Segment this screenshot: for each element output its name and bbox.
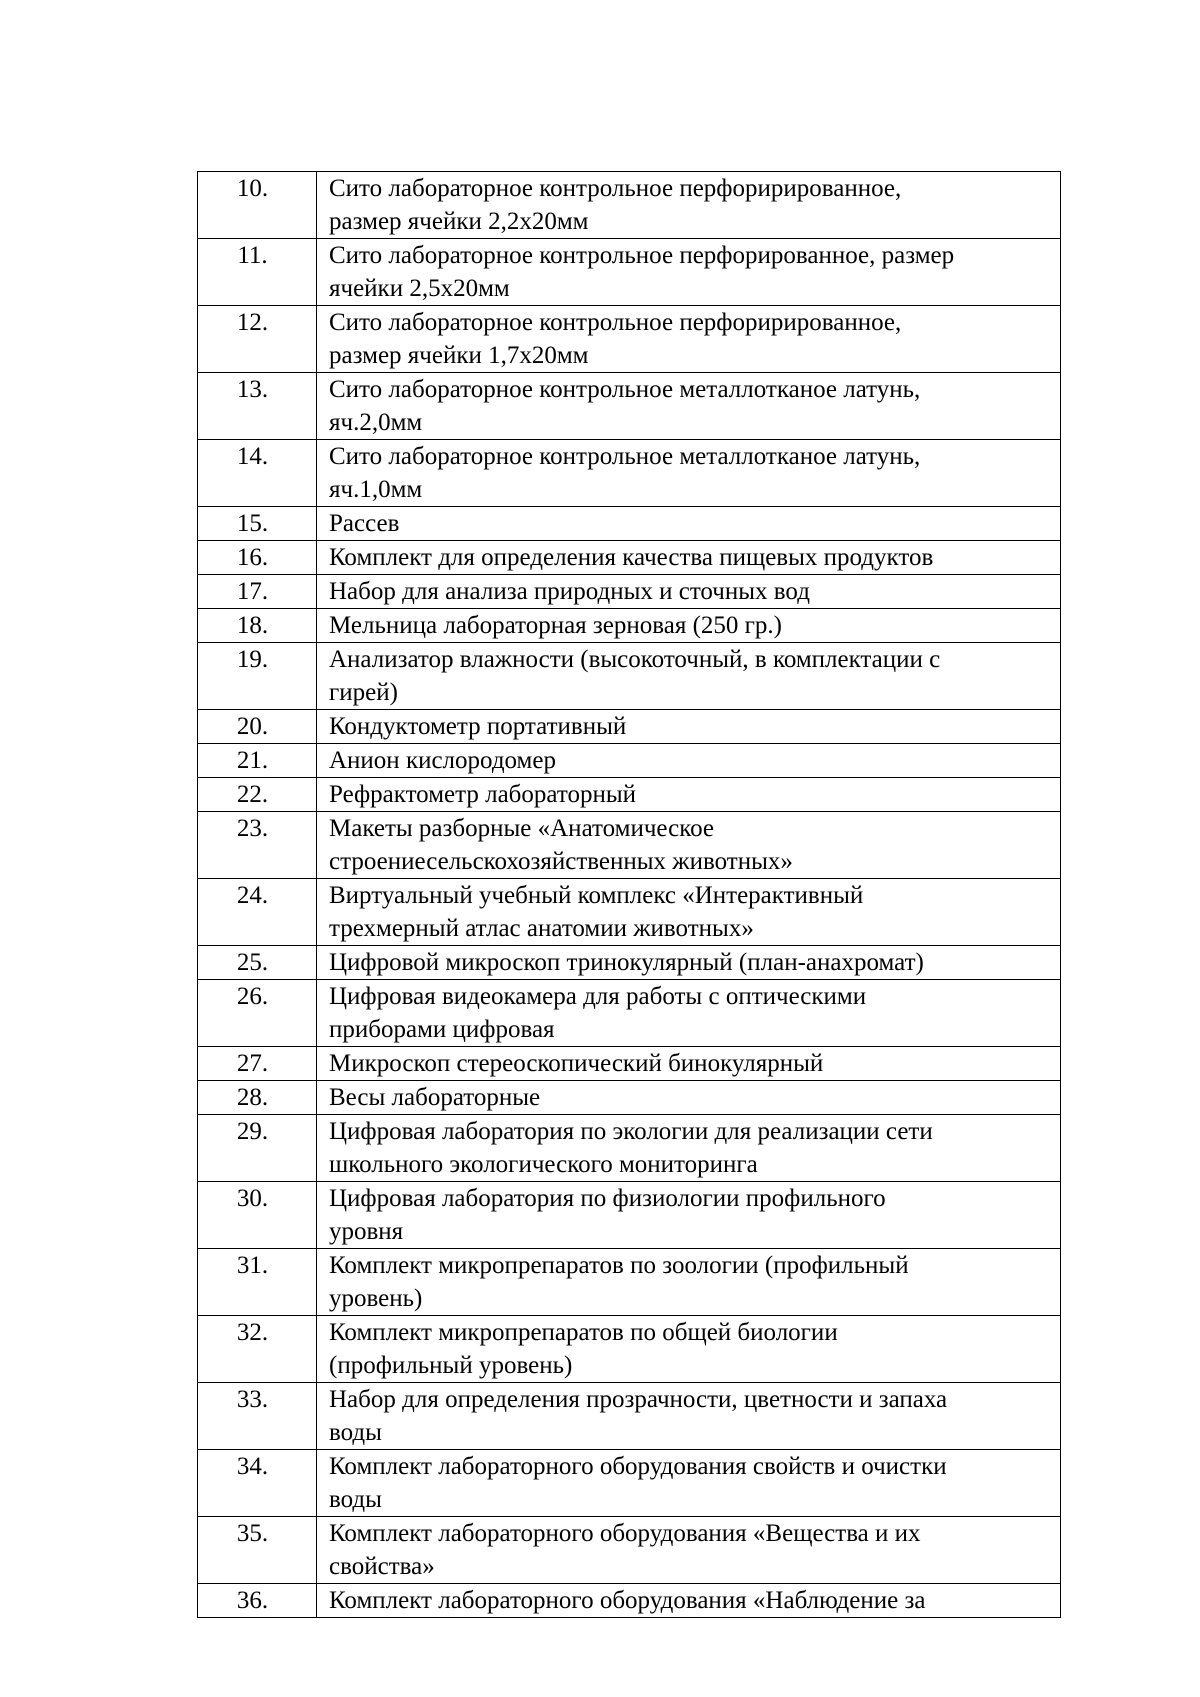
row-number: 25. [198, 946, 317, 980]
row-number: 26. [198, 980, 317, 1047]
table-row [198, 1316, 1061, 1383]
item-name-cell [317, 744, 1061, 778]
item-name-cell [317, 172, 1061, 239]
table-row [198, 710, 1061, 744]
item-name-line: Цифровая видеокамера для работы с оптическими [329, 983, 867, 1010]
item-name-cell [317, 812, 1061, 879]
item-name-cell [317, 1081, 1061, 1115]
item-name-line: Цифровой микроскоп тринокулярный (план-анахромат) [329, 949, 924, 976]
item-name-line: Виртуальный учебный комплекс «Интерактивный [329, 882, 864, 909]
item-name-line: размер ячейки 1,7х20мм [329, 342, 589, 369]
item-name-line: Сито лабораторное контрольное перфорированное, размер [329, 242, 955, 269]
item-name-line: Комплект лабораторного оборудования свойств и очистки [329, 1453, 947, 1480]
item-name-cell [317, 1450, 1061, 1517]
item-name-line: трехмерный атлас анатомии животных» [329, 915, 754, 942]
table-row [198, 1182, 1061, 1249]
table-row [198, 1047, 1061, 1081]
table-row [198, 1584, 1061, 1618]
row-number: 20. [198, 710, 317, 744]
item-name-line: Кондуктометр портативный [329, 713, 627, 740]
row-number: 29. [198, 1115, 317, 1182]
item-name-line: Макеты разборные «Анатомическое [329, 815, 714, 842]
row-number: 32. [198, 1316, 317, 1383]
item-name-line: Рефрактометр лабораторный [329, 781, 636, 808]
item-name-line: воды [329, 1486, 382, 1513]
item-name-cell [317, 541, 1061, 575]
table-row [198, 1115, 1061, 1182]
item-name-line: воды [329, 1419, 382, 1446]
item-name-line: Сито лабораторное контрольное металлотканое латунь, [329, 376, 921, 403]
item-name-cell [317, 609, 1061, 643]
item-name-line: Мельница лабораторная зерновая (250 гр.) [329, 612, 782, 639]
table-row [198, 778, 1061, 812]
table-row [198, 879, 1061, 946]
item-name-cell [317, 946, 1061, 980]
item-name-cell [317, 1115, 1061, 1182]
table-row [198, 373, 1061, 440]
item-name-line: Комплект лабораторного оборудования «Наблюдение за [329, 1587, 926, 1614]
table-row [198, 980, 1061, 1047]
item-name-line: Сито лабораторное контрольное металлотканое латунь, [329, 443, 921, 470]
table-row [198, 1081, 1061, 1115]
row-number: 16. [198, 541, 317, 575]
item-name-line: Комплект лабораторного оборудования «Вещества и их [329, 1520, 921, 1547]
table-row [198, 172, 1061, 239]
table-row [198, 744, 1061, 778]
table-row [198, 643, 1061, 710]
row-number: 21. [198, 744, 317, 778]
item-name-cell [317, 643, 1061, 710]
table-row [198, 812, 1061, 879]
item-name-line: уровня [329, 1218, 404, 1245]
item-name-cell [317, 1584, 1061, 1618]
table-row [198, 507, 1061, 541]
row-number: 13. [198, 373, 317, 440]
item-name-line: школьного экологического мониторинга [329, 1151, 758, 1178]
item-name-cell [317, 1517, 1061, 1584]
row-number: 14. [198, 440, 317, 507]
row-number: 17. [198, 575, 317, 609]
item-name-cell [317, 1182, 1061, 1249]
item-name-cell [317, 778, 1061, 812]
table-row [198, 239, 1061, 306]
item-name-line: Рассев [329, 510, 400, 537]
row-number: 30. [198, 1182, 317, 1249]
row-number: 36. [198, 1584, 317, 1618]
item-name-cell [317, 507, 1061, 541]
item-name-cell [317, 980, 1061, 1047]
item-name-line: уровень) [329, 1285, 423, 1312]
item-name-cell [317, 239, 1061, 306]
item-name-line: Сито лабораторное контрольное перфорирированное, [329, 175, 902, 202]
item-name-cell [317, 1383, 1061, 1450]
item-name-cell [317, 575, 1061, 609]
row-number: 34. [198, 1450, 317, 1517]
item-name-line: Анион кислородомер [329, 747, 556, 774]
row-number: 28. [198, 1081, 317, 1115]
row-number: 24. [198, 879, 317, 946]
item-name-line: (профильный уровень) [329, 1352, 573, 1379]
item-name-line: Сито лабораторное контрольное перфорирированное, [329, 309, 902, 336]
row-number: 23. [198, 812, 317, 879]
item-name-cell [317, 1316, 1061, 1383]
item-name-line: приборами цифровая [329, 1016, 555, 1043]
table-row [198, 1450, 1061, 1517]
table-row [198, 946, 1061, 980]
row-number: 33. [198, 1383, 317, 1450]
item-name-cell [317, 373, 1061, 440]
item-name-line: Набор для анализа природных и сточных вод [329, 578, 810, 605]
item-name-line: Весы лабораторные [329, 1084, 541, 1111]
item-name-line: Комплект микропрепаратов по общей биологии [329, 1319, 838, 1346]
row-number: 11. [198, 239, 317, 306]
item-name-line: яч.1,0мм [329, 476, 423, 503]
table-row [198, 440, 1061, 507]
item-name-cell [317, 879, 1061, 946]
item-name-line: Микроскоп стереоскопический бинокулярный [329, 1050, 824, 1077]
item-name-cell [317, 1249, 1061, 1316]
row-number: 15. [198, 507, 317, 541]
item-name-line: ячейки 2,5х20мм [329, 275, 510, 302]
item-name-line: Комплект для определения качества пищевых продуктов [329, 544, 934, 571]
item-name-line: строениесельскохозяйственных животных» [329, 848, 793, 875]
item-name-line: Набор для определения прозрачности, цветности и запаха [329, 1386, 948, 1413]
item-name-cell [317, 710, 1061, 744]
table-row [198, 1517, 1061, 1584]
item-name-line: свойства» [329, 1553, 435, 1580]
item-name-cell [317, 306, 1061, 373]
item-name-line: Анализатор влажности (высокоточный, в комплектации с [329, 646, 941, 673]
table-row [198, 609, 1061, 643]
item-name-line: Цифровая лаборатория по физиологии профильного [329, 1185, 886, 1212]
item-name-cell [317, 1047, 1061, 1081]
row-number: 18. [198, 609, 317, 643]
row-number: 35. [198, 1517, 317, 1584]
equipment-table [197, 171, 1061, 1618]
table-row [198, 1249, 1061, 1316]
item-name-line: гирей) [329, 679, 398, 706]
item-name-cell [317, 440, 1061, 507]
table-row [198, 1383, 1061, 1450]
item-name-line: Комплект микропрепаратов по зоологии (профильный [329, 1252, 909, 1279]
row-number: 19. [198, 643, 317, 710]
table-row [198, 306, 1061, 373]
row-number: 31. [198, 1249, 317, 1316]
table-row [198, 575, 1061, 609]
row-number: 27. [198, 1047, 317, 1081]
item-name-line: яч.2,0мм [329, 409, 423, 436]
row-number: 22. [198, 778, 317, 812]
item-name-line: Цифровая лаборатория по экологии для реализации сети [329, 1118, 933, 1145]
equipment-table-body [198, 172, 1061, 1618]
row-number: 10. [198, 172, 317, 239]
table-row [198, 541, 1061, 575]
item-name-line: размер ячейки 2,2х20мм [329, 208, 589, 235]
row-number: 12. [198, 306, 317, 373]
